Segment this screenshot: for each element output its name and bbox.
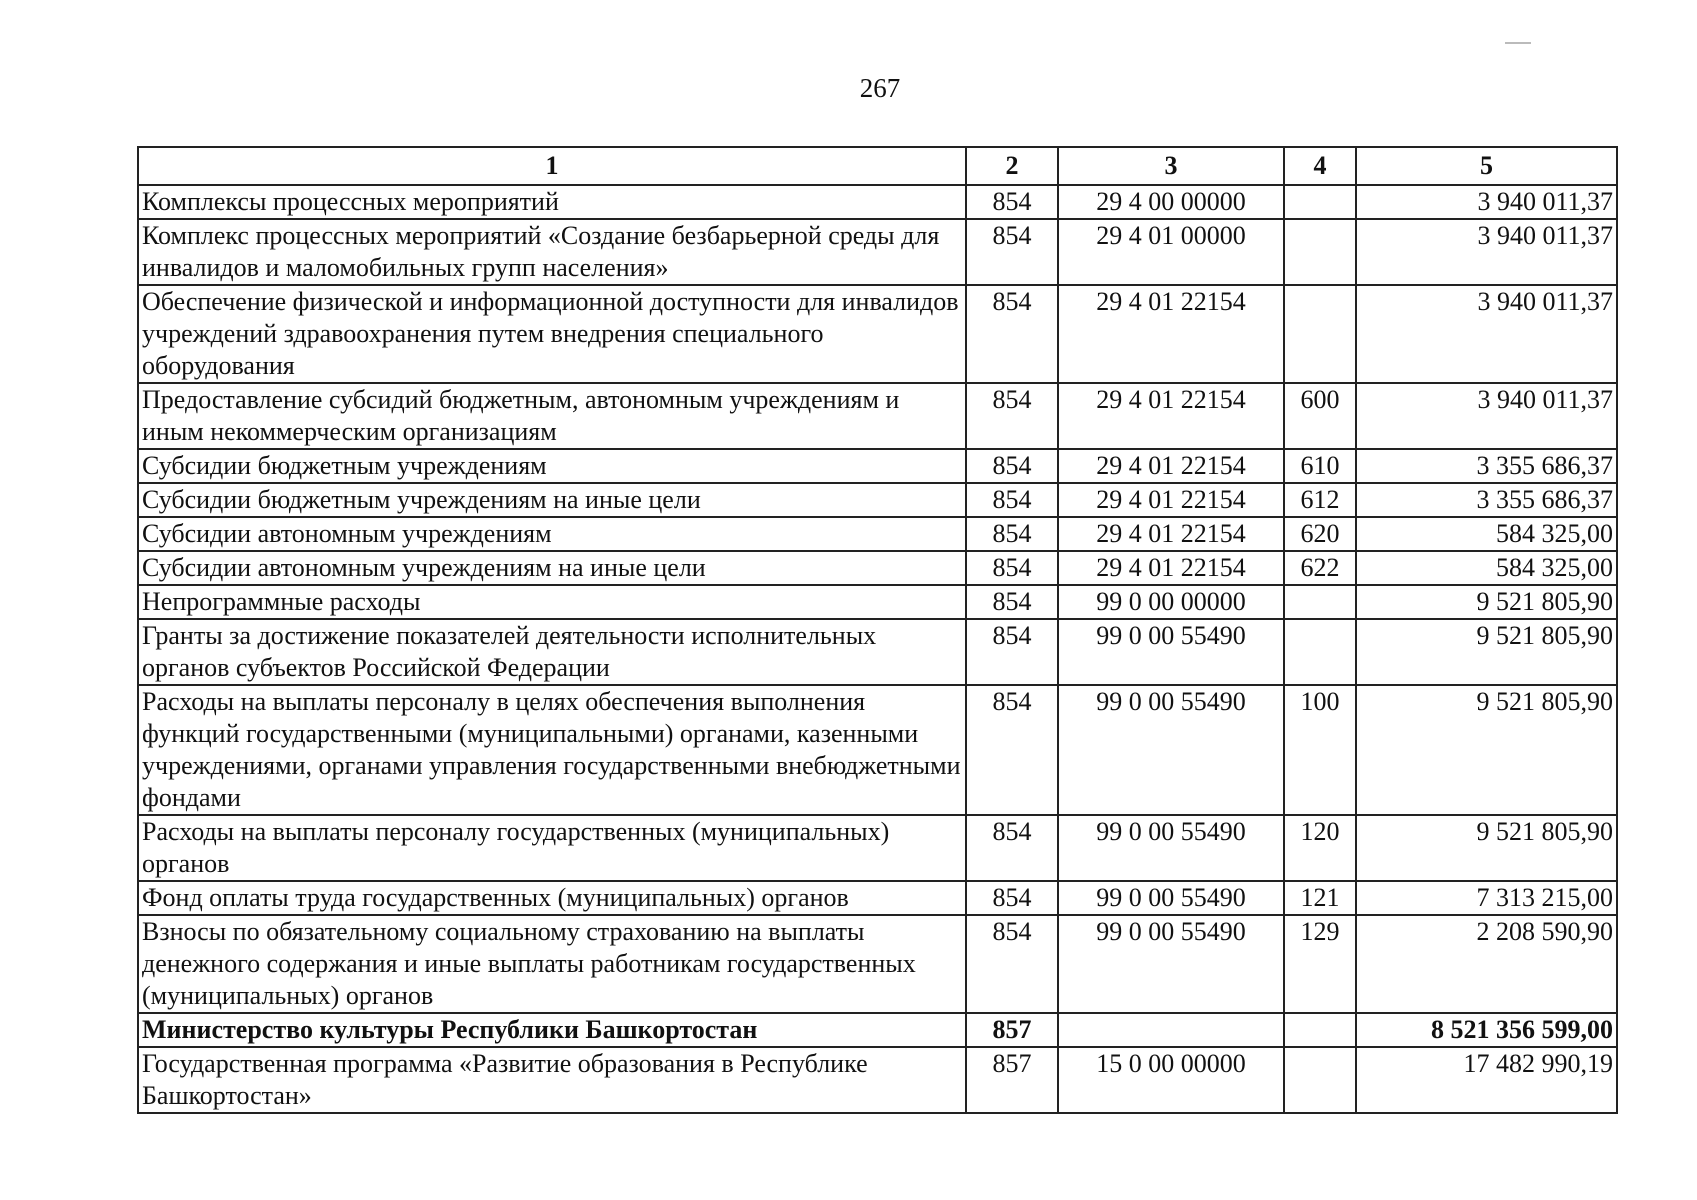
row-expense-type-cell: 129: [1284, 915, 1356, 1013]
row-ministry-code-cell: 854: [966, 551, 1058, 585]
row-amount-cell: 3 940 011,37: [1356, 219, 1617, 285]
table-row: [138, 685, 1617, 815]
table-row: [138, 219, 1617, 285]
table-body: [138, 185, 1617, 1113]
row-expense-type-cell: [1284, 585, 1356, 619]
row-expense-type-cell: [1284, 1047, 1356, 1113]
row-expense-type-cell: [1284, 619, 1356, 685]
table-row: [138, 915, 1617, 1013]
row-expense-type-cell: 120: [1284, 815, 1356, 881]
row-expense-type-cell: 600: [1284, 383, 1356, 449]
row-ministry-code-cell: 854: [966, 483, 1058, 517]
table-row: [138, 1047, 1617, 1113]
row-ministry-code-cell: 854: [966, 881, 1058, 915]
table-row: [138, 185, 1617, 219]
table-row: [138, 1013, 1617, 1047]
row-amount-cell: 9 521 805,90: [1356, 585, 1617, 619]
page-number: 267: [859, 73, 901, 103]
row-amount-cell: 7 313 215,00: [1356, 881, 1617, 915]
row-expense-type-cell: 612: [1284, 483, 1356, 517]
row-name-cell: Субсидии бюджетным учреждениям: [138, 449, 966, 483]
row-name-cell: Расходы на выплаты персоналу государственных (муниципальных) органов: [138, 815, 966, 881]
row-target-article-cell: 29 4 01 22154: [1058, 551, 1284, 585]
table-row: [138, 619, 1617, 685]
header-cell-3: 3: [1058, 147, 1284, 185]
row-ministry-code-cell: 854: [966, 585, 1058, 619]
row-amount-cell: 3 355 686,37: [1356, 449, 1617, 483]
table-row: [138, 483, 1617, 517]
table-row: [138, 383, 1617, 449]
row-name-cell: Комплексы процессных мероприятий: [138, 185, 966, 219]
row-target-article-cell: 29 4 01 22154: [1058, 449, 1284, 483]
row-target-article-cell: 99 0 00 55490: [1058, 915, 1284, 1013]
row-name-cell: Государственная программа «Развитие образования в Республике Башкортостан»: [138, 1047, 966, 1113]
header-cell-5: 5: [1356, 147, 1617, 185]
row-ministry-code-cell: 854: [966, 449, 1058, 483]
header-row: [138, 147, 1617, 185]
row-expense-type-cell: 610: [1284, 449, 1356, 483]
row-amount-cell: 3 940 011,37: [1356, 185, 1617, 219]
row-amount-cell: 9 521 805,90: [1356, 685, 1617, 815]
row-ministry-code-cell: 854: [966, 815, 1058, 881]
row-expense-type-cell: [1284, 285, 1356, 383]
row-target-article-cell: 29 4 01 00000: [1058, 219, 1284, 285]
row-ministry-code-cell: 854: [966, 915, 1058, 1013]
row-target-article-cell: 29 4 01 22154: [1058, 517, 1284, 551]
row-name-cell: Гранты за достижение показателей деятельности исполнительных органов субъектов Российской Федерации: [138, 619, 966, 685]
row-target-article-cell: 15 0 00 00000: [1058, 1047, 1284, 1113]
scan-mark: [1505, 42, 1531, 44]
row-amount-cell: 584 325,00: [1356, 517, 1617, 551]
row-ministry-code-cell: 854: [966, 619, 1058, 685]
table-row: [138, 517, 1617, 551]
row-amount-cell: 9 521 805,90: [1356, 815, 1617, 881]
row-ministry-code-cell: 854: [966, 685, 1058, 815]
row-name-cell: Обеспечение физической и информационной доступности для инвалидов учреждений здравоохранения путем внедрения специального оборудования: [138, 285, 966, 383]
row-amount-cell: 3 940 011,37: [1356, 285, 1617, 383]
row-amount-cell: 584 325,00: [1356, 551, 1617, 585]
row-amount-cell: 17 482 990,19: [1356, 1047, 1617, 1113]
row-expense-type-cell: [1284, 219, 1356, 285]
row-amount-cell: 3 355 686,37: [1356, 483, 1617, 517]
row-name-cell: Министерство культуры Республики Башкортостан: [138, 1013, 966, 1047]
row-name-cell: Предоставление субсидий бюджетным, автономным учреждениям и иным некоммерческим организациям: [138, 383, 966, 449]
row-name-cell: Субсидии автономным учреждениям на иные цели: [138, 551, 966, 585]
row-target-article-cell: 29 4 00 00000: [1058, 185, 1284, 219]
row-name-cell: Взносы по обязательному социальному страхованию на выплаты денежного содержания и иные выплаты работникам государственных (муниципальных) органов: [138, 915, 966, 1013]
row-target-article-cell: 99 0 00 55490: [1058, 685, 1284, 815]
row-target-article-cell: 29 4 01 22154: [1058, 383, 1284, 449]
header-cell-1: 1: [138, 147, 966, 185]
row-target-article-cell: 29 4 01 22154: [1058, 285, 1284, 383]
row-target-article-cell: 99 0 00 55490: [1058, 881, 1284, 915]
row-amount-cell: 2 208 590,90: [1356, 915, 1617, 1013]
row-name-cell: Фонд оплаты труда государственных (муниципальных) органов: [138, 881, 966, 915]
row-ministry-code-cell: 854: [966, 185, 1058, 219]
row-expense-type-cell: 121: [1284, 881, 1356, 915]
row-target-article-cell: 99 0 00 00000: [1058, 585, 1284, 619]
row-target-article-cell: [1058, 1013, 1284, 1047]
table-row: [138, 585, 1617, 619]
table-row: [138, 551, 1617, 585]
row-expense-type-cell: 620: [1284, 517, 1356, 551]
table-row: [138, 815, 1617, 881]
row-amount-cell: 3 940 011,37: [1356, 383, 1617, 449]
row-ministry-code-cell: 857: [966, 1047, 1058, 1113]
header-cell-2: 2: [966, 147, 1058, 185]
row-name-cell: Непрограммные расходы: [138, 585, 966, 619]
row-target-article-cell: 29 4 01 22154: [1058, 483, 1284, 517]
row-name-cell: Расходы на выплаты персоналу в целях обеспечения выполнения функций государственными (муниципальными) органами, казенными учреждениями, органами управления государственными внебюджетными фондами: [138, 685, 966, 815]
table-row: [138, 285, 1617, 383]
header-cell-4: 4: [1284, 147, 1356, 185]
row-expense-type-cell: 622: [1284, 551, 1356, 585]
row-expense-type-cell: [1284, 185, 1356, 219]
row-expense-type-cell: [1284, 1013, 1356, 1047]
row-ministry-code-cell: 857: [966, 1013, 1058, 1047]
table-row: [138, 449, 1617, 483]
budget-table: [137, 146, 1618, 1114]
row-amount-cell: 8 521 356 599,00: [1356, 1013, 1617, 1047]
row-name-cell: Субсидии автономным учреждениям: [138, 517, 966, 551]
row-ministry-code-cell: 854: [966, 219, 1058, 285]
row-target-article-cell: 99 0 00 55490: [1058, 619, 1284, 685]
row-name-cell: Комплекс процессных мероприятий «Создание безбарьерной среды для инвалидов и маломобильных групп населения»: [138, 219, 966, 285]
row-ministry-code-cell: 854: [966, 383, 1058, 449]
row-expense-type-cell: 100: [1284, 685, 1356, 815]
row-ministry-code-cell: 854: [966, 285, 1058, 383]
row-ministry-code-cell: 854: [966, 517, 1058, 551]
row-target-article-cell: 99 0 00 55490: [1058, 815, 1284, 881]
table-row: [138, 881, 1617, 915]
row-name-cell: Субсидии бюджетным учреждениям на иные цели: [138, 483, 966, 517]
row-amount-cell: 9 521 805,90: [1356, 619, 1617, 685]
